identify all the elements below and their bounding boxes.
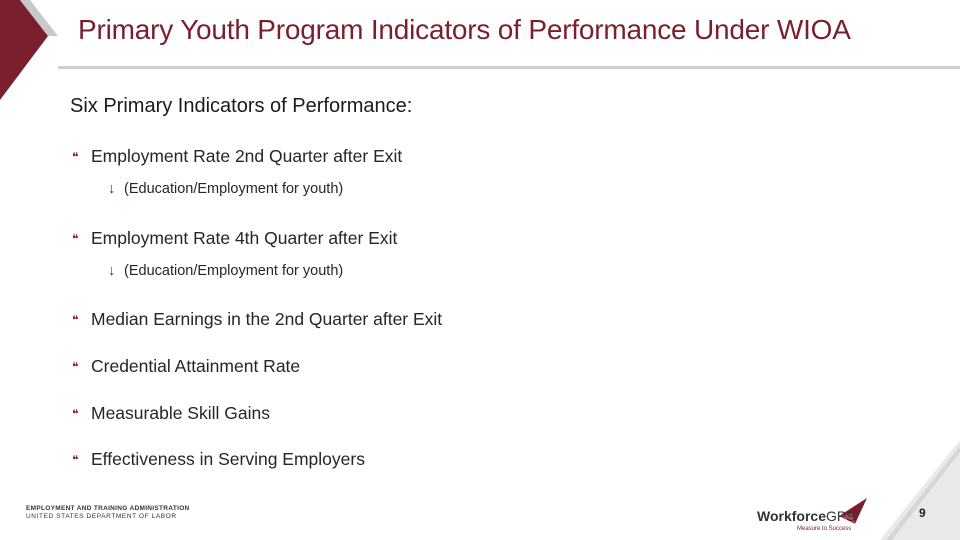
- double-chevron-bullet-icon: ❝: [72, 406, 79, 421]
- page-number: 9: [919, 506, 926, 520]
- indicator-item-2: [72, 228, 397, 249]
- agency-name: EMPLOYMENT AND TRAINING ADMINISTRATION: [26, 505, 190, 512]
- double-chevron-bullet-icon: ❝: [72, 452, 79, 467]
- indicator-note-text: (Education/Employment for youth): [124, 181, 344, 197]
- indicator-text: Effectiveness in Serving Employers: [91, 449, 365, 469]
- department-name: UNITED STATES DEPARTMENT OF LABOR: [26, 513, 177, 520]
- double-chevron-bullet-icon: ❝: [72, 149, 79, 164]
- indicator-text: Measurable Skill Gains: [91, 403, 270, 423]
- indicator-note-2: [108, 263, 343, 279]
- indicator-item-6: [72, 449, 365, 470]
- title-divider: [58, 66, 960, 69]
- corner-accent-bottom-right: [880, 440, 960, 540]
- indicator-item-5: [72, 403, 270, 424]
- indicator-item-3: [72, 309, 442, 330]
- indicator-item-1: [72, 146, 402, 167]
- indicator-text: Employment Rate 2nd Quarter after Exit: [91, 146, 403, 166]
- indicator-item-4: [72, 356, 300, 377]
- logo-name-workforce: Workforce: [757, 508, 826, 524]
- corner-accent-top-left: [0, 0, 60, 100]
- logo-name-gps: GPS: [825, 508, 856, 524]
- indicator-text: Median Earnings in the 2nd Quarter after Exit: [91, 309, 443, 329]
- indicators-heading: Six Primary Indicators of Performance:: [70, 95, 413, 117]
- logo-wordmark: [757, 508, 856, 524]
- indicator-text: Credential Attainment Rate: [91, 356, 301, 376]
- double-chevron-bullet-icon: ❝: [72, 231, 79, 246]
- indicator-note-1: [108, 181, 343, 197]
- slide-title: Primary Youth Program Indicators of Performance Under WIOA: [78, 14, 851, 45]
- down-arrow-icon: ↓: [108, 263, 116, 279]
- down-arrow-icon: ↓: [108, 181, 116, 197]
- agency-footer: [26, 505, 190, 521]
- double-chevron-bullet-icon: ❝: [72, 312, 79, 327]
- logo-tagline: Measure to Success: [797, 526, 852, 532]
- double-chevron-bullet-icon: ❝: [72, 359, 79, 374]
- indicator-text: Employment Rate 4th Quarter after Exit: [91, 228, 398, 248]
- workforcegps-logo: [757, 496, 869, 536]
- indicator-note-text: (Education/Employment for youth): [124, 263, 344, 279]
